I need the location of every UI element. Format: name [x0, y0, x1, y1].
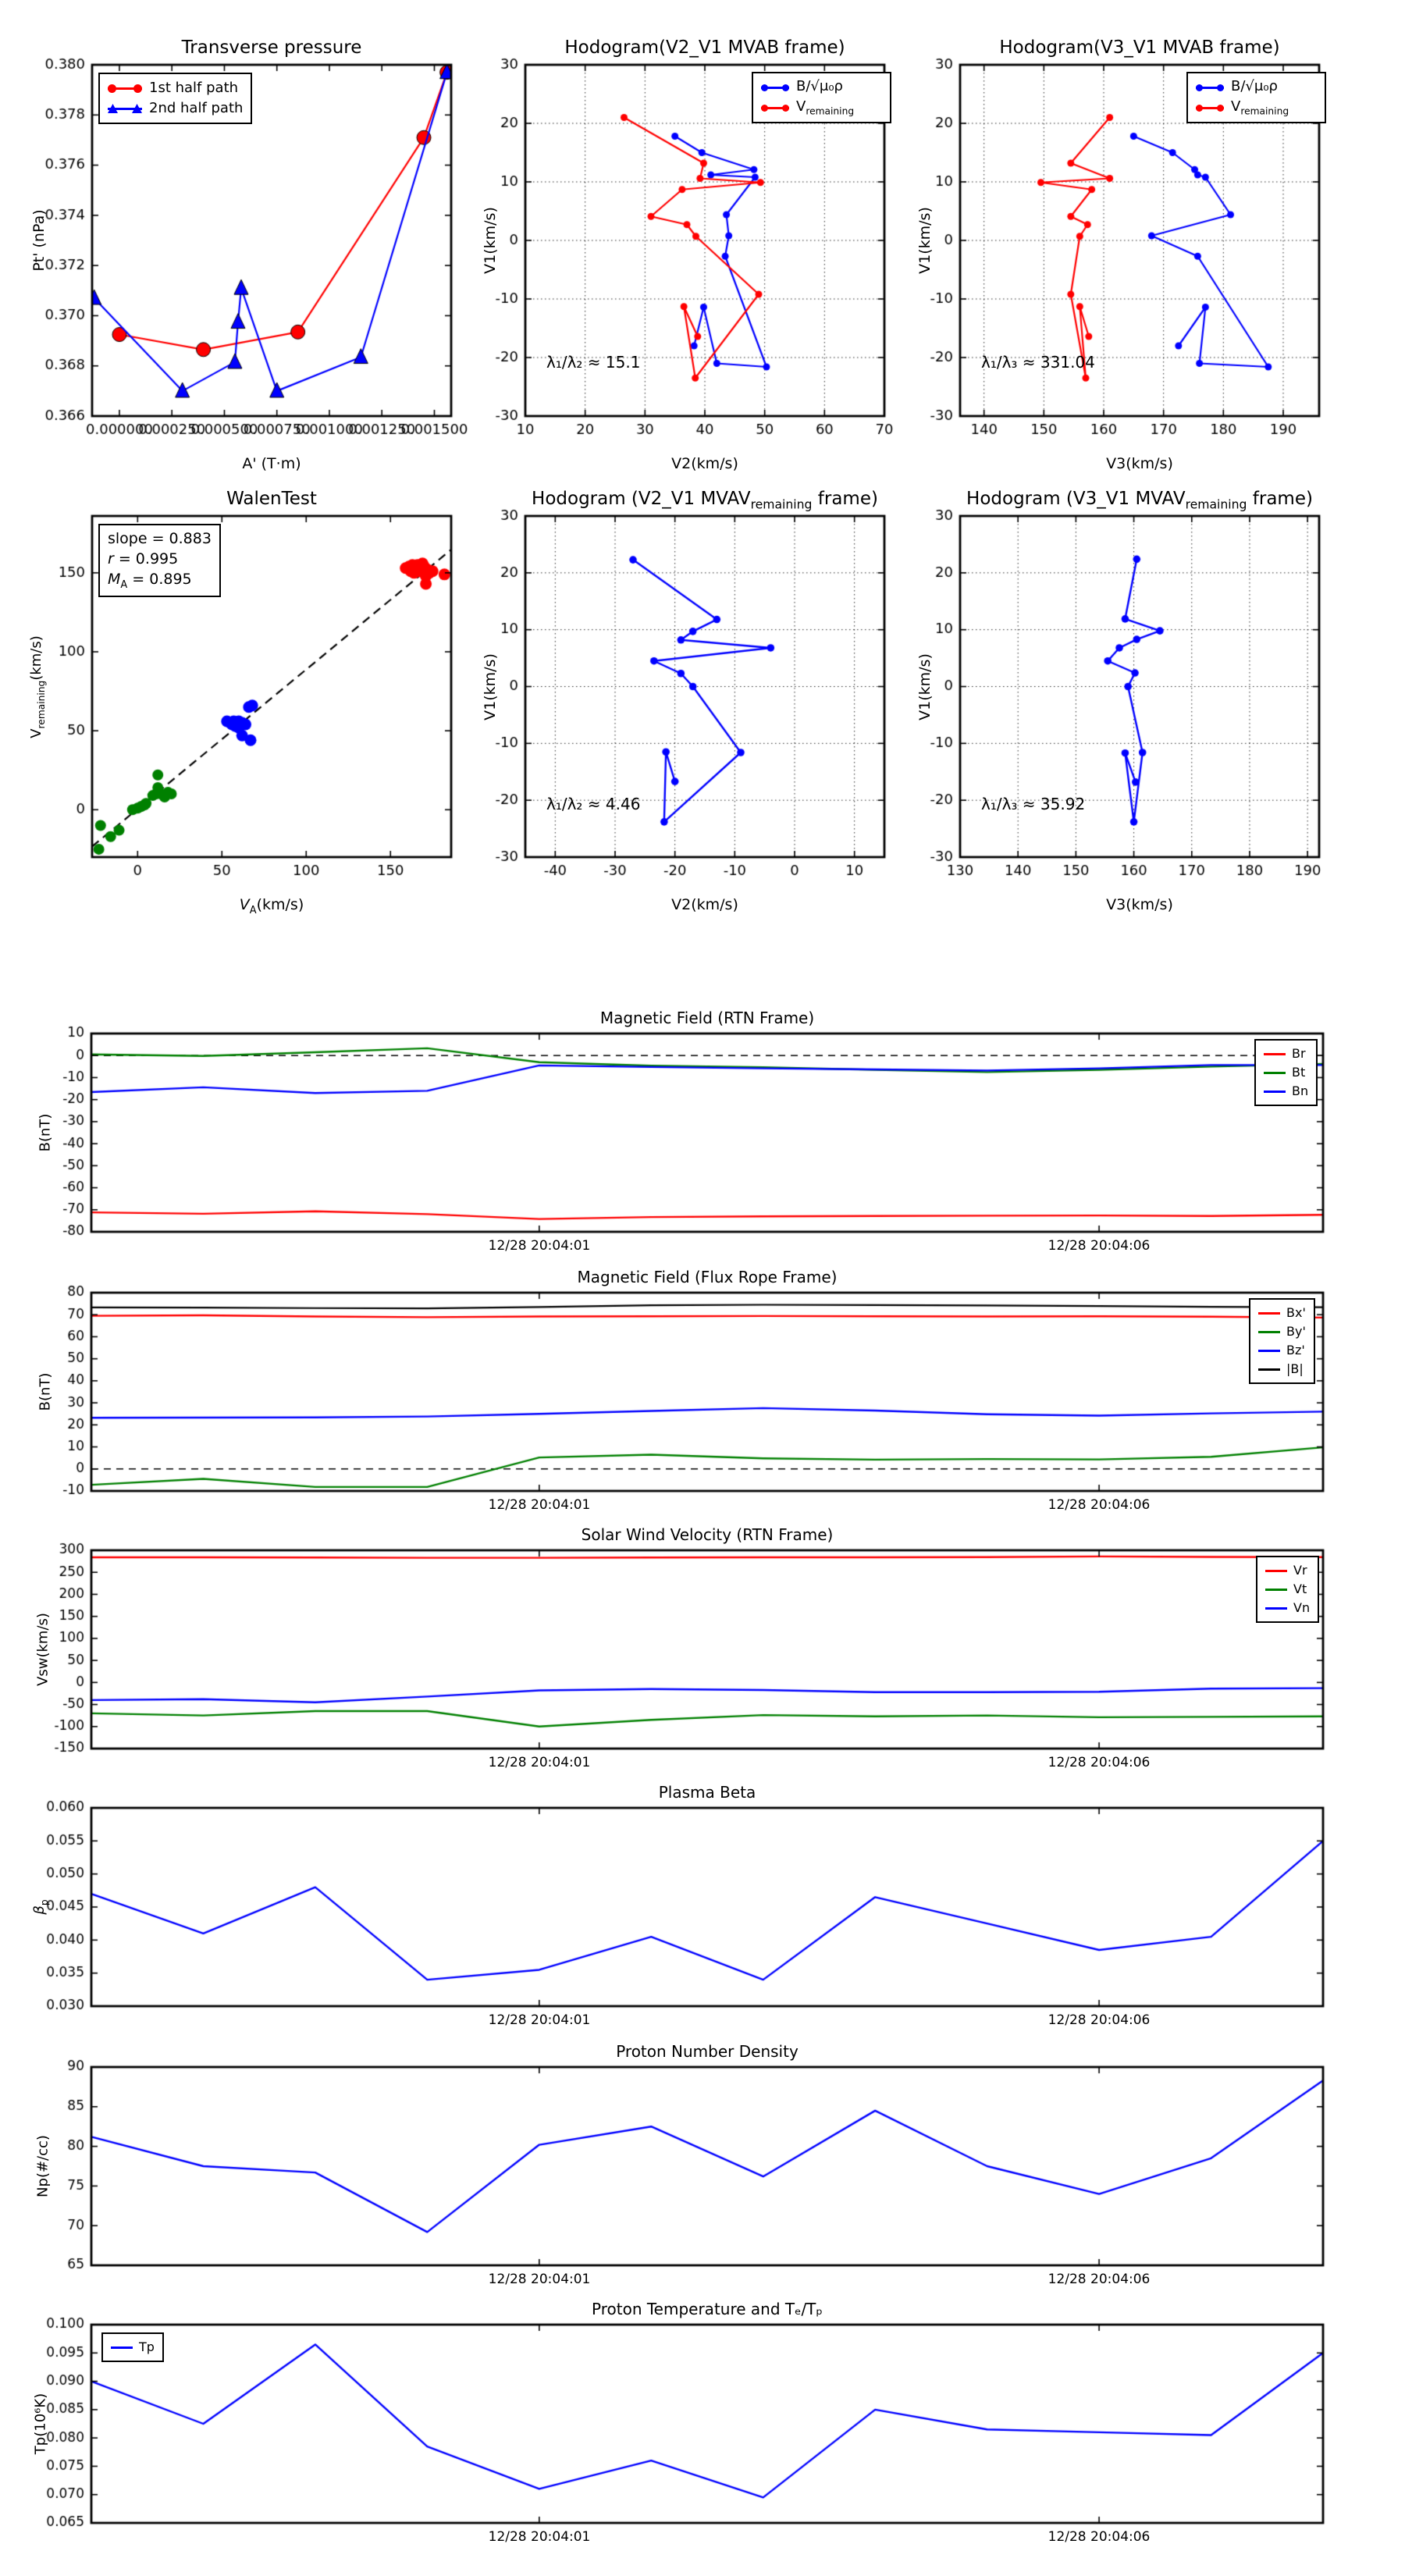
beta-xtick-1: 12/28 20:04:01 [488, 2012, 591, 2028]
vsw-legend-row-vt [1265, 1580, 1310, 1599]
h1-legend-row-b [761, 77, 882, 98]
legend-line-icon [1258, 1326, 1280, 1337]
h1-ylabel: V1(km/s) [482, 207, 499, 274]
h1-legend [752, 72, 891, 123]
np-xtick-2: 12/28 20:04:06 [1048, 2272, 1151, 2287]
legend-line-dots-icon [761, 82, 789, 93]
h2-legend-label-b: B/√μ₀ρ [1231, 77, 1278, 94]
hodogram-v2v1-mvav-title-sub: remaining [750, 496, 813, 512]
beta-xtick-2: 12/28 20:04:06 [1048, 2012, 1151, 2028]
tp-legend-label-2: 2nd half path [149, 100, 244, 116]
h1-legend-label-v: V [796, 98, 806, 115]
h3-ylabel: V1(km/s) [482, 653, 499, 720]
vsw-legend-row-vr [1265, 1561, 1310, 1580]
rtn-legend-label-bt: Bt [1292, 1065, 1306, 1080]
rtn-legend-row-br [1264, 1044, 1308, 1063]
legend-line-icon [1264, 1086, 1286, 1097]
tp-ylabel: Pt' (nPa) [30, 209, 48, 272]
walen-stat-ma-sub: A [120, 579, 128, 592]
walen-xlabel-rest: (km/s) [256, 896, 304, 913]
tp-legend [98, 73, 252, 124]
h4-ylabel: V1(km/s) [916, 653, 934, 720]
proton-temperature-title: Proton Temperature and Tₑ/Tₚ [592, 2300, 823, 2318]
rtn-legend-label-br: Br [1292, 1046, 1306, 1061]
legend-line-icon [1264, 1048, 1286, 1059]
walen-xlabel [240, 896, 304, 916]
fr-legend-row-bmag [1258, 1360, 1306, 1379]
legend-line-icon [1258, 1345, 1280, 1356]
tpp-legend-row-tp [111, 2338, 155, 2357]
fr-xtick-2: 12/28 20:04:06 [1048, 1497, 1151, 1513]
walen-stat-r-symbol: r [108, 550, 114, 568]
rtn-legend [1254, 1039, 1318, 1106]
rtn-xtick-2: 12/28 20:04:06 [1048, 1238, 1151, 1254]
np-ylabel: Np(#/cc) [34, 2135, 52, 2197]
tpp-xtick-1: 12/28 20:04:01 [488, 2529, 591, 2545]
fr-legend-row-bz [1258, 1341, 1306, 1360]
tp-legend-row-1st [108, 78, 243, 98]
walen-stat-ma [108, 569, 212, 592]
hodogram-v2v1-mvav-title [486, 489, 923, 512]
legend-line-icon [1265, 1584, 1287, 1595]
h3-lambda-annotation: λ₁/λ₂ ≈ 4.46 [546, 795, 641, 813]
h2-legend-label-v: V [1231, 98, 1241, 115]
rtn-legend-row-bn [1264, 1082, 1308, 1101]
h3-xlabel: V2(km/s) [671, 896, 738, 913]
hodogram-v3v1-mvab-title: Hodogram(V3_V1 MVAB frame) [999, 37, 1280, 58]
h4-lambda-annotation: λ₁/λ₃ ≈ 35.92 [981, 795, 1086, 813]
walen-stat-ma-value: = 0.895 [127, 571, 192, 589]
h1-legend-row-v [761, 98, 882, 118]
h1-lambda-annotation: λ₁/λ₂ ≈ 15.1 [546, 353, 641, 372]
walen-stat-ma-symbol: M [108, 571, 121, 589]
fr-legend-row-by [1258, 1322, 1306, 1341]
hodogram-v3v1-mvav-title-sub: remaining [1185, 496, 1247, 512]
fr-legend-label-bx: Bx' [1286, 1305, 1306, 1320]
walen-ylabel-rest: (km/s) [28, 635, 45, 681]
fr-legend-row-bx [1258, 1304, 1306, 1322]
fr-legend-label-by: By' [1286, 1324, 1306, 1339]
vsw-legend-label-vr: Vr [1293, 1563, 1307, 1578]
h2-legend [1186, 72, 1326, 123]
mag-rtn-title: Magnetic Field (RTN Frame) [599, 1009, 815, 1027]
h2-legend-label-v-sub: remaining [1240, 105, 1289, 117]
fr-legend-label-bz: Bz' [1286, 1343, 1305, 1357]
walen-test-title: WalenTest [226, 489, 317, 509]
fr-legend [1249, 1298, 1315, 1384]
tpp-legend [101, 2332, 164, 2362]
h2-ylabel: V1(km/s) [916, 207, 934, 274]
walen-ylabel [28, 635, 47, 738]
legend-line-icon [1265, 1565, 1287, 1576]
fr-legend-label-bmag: |B| [1286, 1361, 1304, 1376]
walen-ylabel-main: V [28, 728, 45, 738]
h2-legend-row-v [1196, 98, 1317, 118]
rtn-ylabel: B(nT) [37, 1113, 54, 1152]
vsw-xtick-2: 12/28 20:04:06 [1048, 1755, 1151, 1770]
h1-legend-label-b: B/√μ₀ρ [796, 77, 843, 94]
hodogram-v2v1-mvav-title-pre: Hodogram (V2_V1 MVAV [532, 489, 751, 509]
tpp-ylabel: Tp(10⁶K) [32, 2393, 49, 2455]
walen-stats-box [98, 524, 221, 597]
hodogram-v3v1-mvav-title [921, 489, 1358, 512]
solar-wind-velocity-title: Solar Wind Velocity (RTN Frame) [581, 1525, 834, 1544]
walen-stat-r-value: = 0.995 [113, 550, 179, 568]
legend-line-circle-icon [108, 83, 142, 94]
legend-line-icon [1264, 1067, 1286, 1078]
vsw-legend-row-vn [1265, 1599, 1310, 1617]
tpp-legend-label-tp: Tp [139, 2339, 155, 2354]
h2-xlabel: V3(km/s) [1106, 455, 1173, 472]
walen-ylabel-sub: remaining [35, 680, 47, 729]
hodogram-v3v1-mvav-title-post: frame) [1247, 489, 1313, 509]
hodogram-v2v1-mvav-title-post: frame) [812, 489, 878, 509]
hodogram-v2v1-mvab-title: Hodogram(V2_V1 MVAB frame) [564, 37, 845, 58]
fr-ylabel: B(nT) [37, 1372, 54, 1411]
mag-fluxrope-title: Magnetic Field (Flux Rope Frame) [577, 1268, 838, 1286]
legend-line-icon [1258, 1308, 1280, 1318]
rtn-legend-row-bt [1264, 1063, 1308, 1082]
h2-lambda-annotation: λ₁/λ₃ ≈ 331.04 [981, 353, 1095, 372]
np-xtick-1: 12/28 20:04:01 [488, 2272, 591, 2287]
h4-xlabel: V3(km/s) [1106, 896, 1173, 913]
vsw-legend-label-vn: Vn [1293, 1600, 1311, 1615]
tp-xlabel: A' (T·m) [242, 455, 301, 472]
transverse-pressure-title: Transverse pressure [181, 37, 362, 58]
tp-legend-label-1: 1st half path [149, 80, 239, 96]
legend-line-dots-icon [1196, 102, 1224, 113]
tpp-xtick-2: 12/28 20:04:06 [1048, 2529, 1151, 2545]
beta-ylabel-sub: p [38, 1899, 50, 1906]
rtn-legend-label-bn: Bn [1292, 1083, 1309, 1098]
beta-ylabel-symbol: β [31, 1905, 48, 1915]
rtn-xtick-1: 12/28 20:04:01 [488, 1238, 591, 1254]
tp-legend-row-2nd [108, 98, 243, 119]
h2-legend-row-b [1196, 77, 1317, 98]
walen-xlabel-sub: A [249, 904, 257, 916]
hodogram-v3v1-mvav-title-pre: Hodogram (V3_V1 MVAV [966, 489, 1186, 509]
plasma-beta-title: Plasma Beta [658, 1783, 756, 1802]
legend-line-icon [1265, 1603, 1287, 1614]
legend-line-icon [1258, 1364, 1280, 1375]
vsw-legend-label-vt: Vt [1293, 1582, 1307, 1596]
vsw-xtick-1: 12/28 20:04:01 [488, 1755, 591, 1770]
fr-xtick-1: 12/28 20:04:01 [488, 1497, 591, 1513]
walen-stat-r [108, 549, 212, 569]
legend-line-icon [111, 2342, 133, 2353]
walen-stat-slope: slope = 0.883 [108, 530, 212, 547]
vsw-ylabel: Vsw(km/s) [34, 1613, 52, 1686]
h1-legend-label-v-sub: remaining [806, 105, 855, 117]
proton-density-title: Proton Number Density [616, 2042, 799, 2061]
vsw-legend [1256, 1556, 1319, 1623]
legend-line-dots-icon [761, 102, 789, 113]
walen-xlabel-main: V [239, 896, 250, 913]
legend-line-triangle-icon [108, 103, 142, 114]
beta-ylabel [31, 1899, 50, 1914]
h1-xlabel: V2(km/s) [671, 455, 738, 472]
legend-line-dots-icon [1196, 82, 1224, 93]
